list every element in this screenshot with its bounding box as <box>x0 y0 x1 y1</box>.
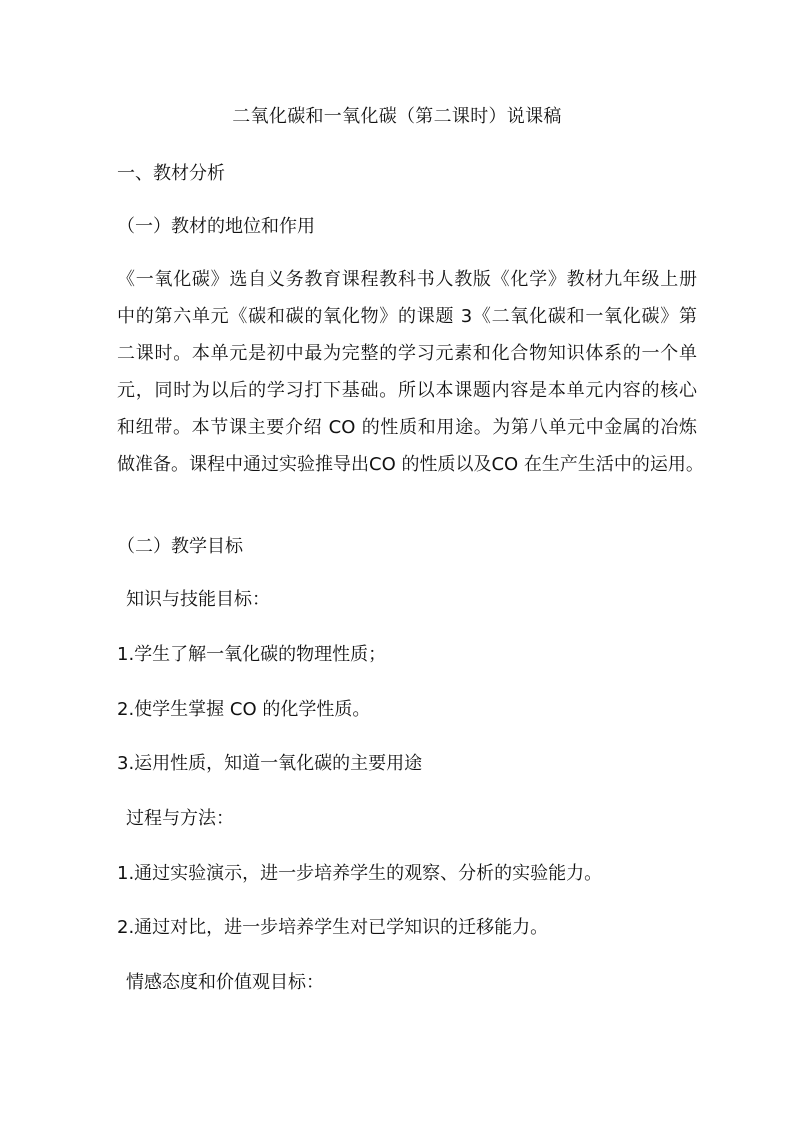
list-item: 3.运用性质，知道一氧化碳的主要用途 <box>117 753 423 774</box>
paragraph-line: 《一氧化碳》选自义务教育课程教科书人教版《化学》教材九年级上册 <box>117 269 697 290</box>
paragraph-line: 中的第六单元《碳和碳的氧化物》的课题 3《二氧化碳和一氧化碳》第 <box>117 306 697 327</box>
subsection-heading: （一）教材的地位和作用 <box>117 216 315 237</box>
list-item: 1.通过实验演示，进一步培养学生的观察、分析的实验能力。 <box>117 863 603 884</box>
goal-heading-emotion: 情感态度和价值观目标： <box>126 972 324 993</box>
document-title: 二氧化碳和一氧化碳（第二课时）说课稿 <box>232 106 562 127</box>
section-heading: 一、教材分析 <box>117 163 225 184</box>
subsection-heading: （二）教学目标 <box>117 536 243 557</box>
list-item: 2.使学生掌握 CO 的化学性质。 <box>117 699 371 720</box>
list-item: 2.通过对比，进一步培养学生对已学知识的迁移能力。 <box>117 917 549 938</box>
goal-heading-process: 过程与方法： <box>126 808 234 829</box>
body-paragraph <box>117 266 704 488</box>
goal-heading-knowledge: 知识与技能目标： <box>126 589 270 610</box>
paragraph-line: 元，同时为以后的学习打下基础。所以本课题内容是本单元内容的核心 <box>117 380 697 401</box>
paragraph-line: 二课时。本单元是初中最为完整的学习元素和化合物知识体系的一个单 <box>117 343 697 364</box>
paragraph-line: 和纽带。本节课主要介绍 CO 的性质和用途。为第八单元中金属的冶炼 <box>117 417 697 438</box>
list-item: 1.学生了解一氧化碳的物理性质； <box>117 644 387 665</box>
paragraph-line: 做准备。课程中通过实验推导出CO 的性质以及CO 在生产生活中的运用。 <box>117 454 704 475</box>
